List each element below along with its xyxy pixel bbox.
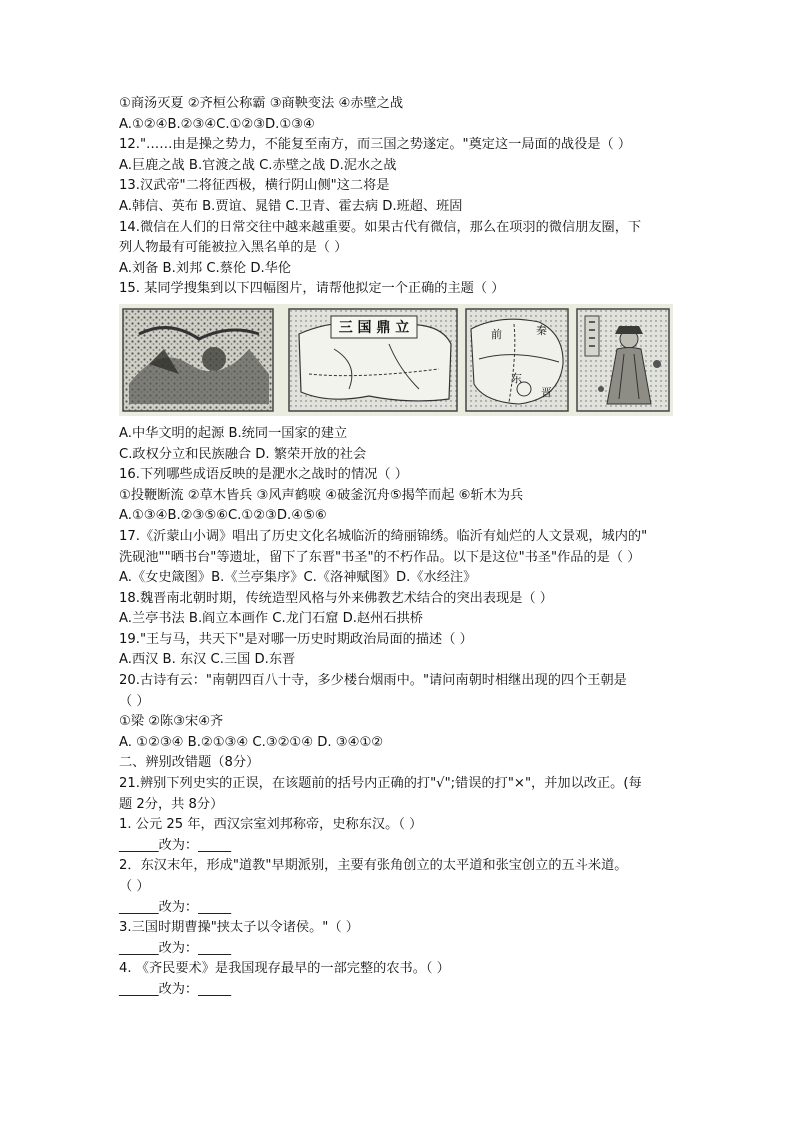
q15-choices-line1: A.中华文明的起源 B.统同一国家的建立 (119, 425, 348, 441)
q21-item2-bracket: （ ） (119, 879, 150, 894)
q17-stem-line2: 洗砚池""晒书台"等遗址，留下了东晋"书圣"的不朽作品。以下是这位"书圣"作品的是（ ） (119, 549, 641, 565)
q21-item3: 3.三国时期曹操"挟太子以令诸侯。"（ ） (119, 920, 359, 936)
q19-stem: 19."王与马，共天下"是对哪一历史时期政治局面的描述（ ） (119, 631, 473, 647)
q18-stem: 18.魏晋南北朝时期，传统造型风格与外来佛教艺术结合的突出表现是（ ） (119, 590, 553, 606)
q14-stem-line2: 列人物最有可能被拉入黑名单的是（ ） (119, 240, 348, 256)
q20-choices: A. ①②③④ B.②①③④ C.③②①④ D. ③④①② (119, 734, 384, 750)
q20-stem: 20.古诗有云："南朝四百八十寺，多少楼台烟雨中。"请问南朝时相继出现的四个王朝是 (119, 673, 627, 689)
map3-label-dong: 东 (511, 371, 522, 385)
q13-stem: 13.汉武帝"二将征西极，横行阴山侧"这二将是 (119, 178, 390, 194)
q17-choices: A.《女史箴图》B.《兰亭集序》C.《洛神赋图》D.《水经注》 (119, 570, 477, 586)
q21-item2: 2．东汉末年，形成"道教"早期派别，主要有张角创立的太平道和张宝创立的五斗米道。 (119, 858, 628, 874)
q12-stem: 12."……由是操之势力，不能复至南方，而三国之势遂定。"奠定这一局面的战役是（ ） (119, 137, 632, 153)
q15-choices-line2: C.政权分立和民族融合 D. 繁荣开放的社会 (119, 446, 367, 462)
q15-stem: 15. 某同学搜集到以下四幅图片，请帮他拟定一个正确的主题（ ） (119, 281, 505, 297)
map3-label-qian: 前 (491, 327, 502, 341)
q21-item1: 1. 公元 25 年，西汉宗室刘邦称帝，史称东汉。（ ） (119, 817, 423, 833)
figure-3-map (466, 309, 568, 411)
q18-choices: A.兰亭书法 B.阎立本画作 C.龙门石窟 D.赵州石拱桥 (119, 611, 423, 627)
figure-4-portrait (577, 309, 669, 411)
figure-1-scene (123, 309, 273, 411)
q14-choices: A.刘备 B.刘邦 C.蔡伦 D.华伦 (119, 260, 292, 276)
q15-images-svg (119, 304, 673, 416)
q11-choices: A.①②④B.②③④C.①②③D.①③④ (119, 116, 315, 132)
q21-item1-correction: ______改为：_____ (119, 837, 232, 853)
q15-image-strip (119, 304, 673, 416)
q20-answer-bracket: （ ） (119, 693, 150, 709)
section-2-heading: 二、辨别改错题（8分） (119, 755, 260, 771)
q17-stem-line1: 17.《沂蒙山小调》唱出了历史文化名城临沂的绮丽锦绣。临沂有灿烂的人文景观，城内的" (119, 528, 648, 544)
map2-title: 三 国 鼎 立 (338, 319, 410, 336)
map3-label-qin: 秦 (536, 323, 547, 337)
q20-options-list: ①梁 ②陈③宋④齐 (119, 714, 224, 730)
q14-stem-line1: 14.微信在人们的日常交往中越来越重要。如果古代有微信，那么在项羽的微信朋友圈，下 (119, 219, 642, 235)
q12-choices: A.巨鹿之战 B.官渡之战 C.赤壁之战 D.泥水之战 (119, 157, 397, 173)
map3-label-jin: 晋 (541, 385, 552, 399)
q21-instructions-line1: 21.辨别下列史实的正误，在该题前的括号内正确的打"√";错误的打"×"，并加以改正。(每 (119, 776, 642, 792)
q21-item3-correction: ______改为：_____ (119, 940, 232, 956)
q21-item4: 4. 《齐民要术》是我国现存最早的一部完整的农书。（ ） (119, 961, 450, 977)
q11-options-list: ①商汤灭夏 ②齐桓公称霸 ③商鞅变法 ④赤壁之战 (119, 96, 404, 111)
exam-page (119, 94, 679, 1001)
q21-item2-correction: ______改为：_____ (119, 899, 232, 915)
q19-choices: A.西汉 B. 东汉 C.三国 D.东晋 (119, 652, 296, 668)
q16-stem: 16.下列哪些成语反映的是淝水之战时的情况（ ） (119, 467, 408, 483)
q21-item4-correction: ______改为：_____ (119, 981, 232, 997)
q13-choices: A.韩信、英布 B.贾谊、晁错 C.卫青、霍去病 D.班超、班固 (119, 198, 463, 214)
q16-options-list: ①投鞭断流 ②草木皆兵 ③风声鹤唳 ④破釜沉舟⑤揭竿而起 ⑥斩木为兵 (119, 487, 524, 503)
q21-instructions-line2: 题 2分，共 8分） (119, 796, 224, 812)
q16-choices: A.①③④B.②③⑤⑥C.①②③D.④⑤⑥ (119, 508, 327, 524)
figure-2-map (289, 309, 457, 411)
